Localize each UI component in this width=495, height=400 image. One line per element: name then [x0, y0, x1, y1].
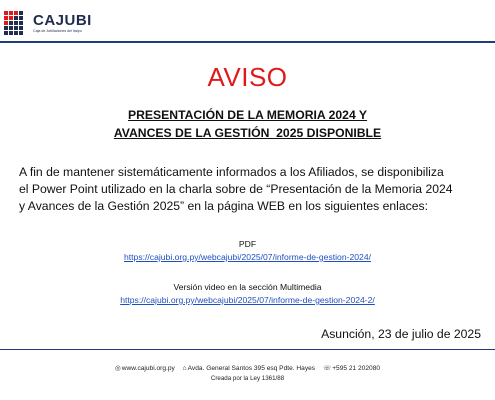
footer-address — [183, 365, 315, 372]
video-label: Versión video en la sección Multimedia — [173, 282, 322, 292]
pdf-link-row — [0, 252, 495, 262]
notice-subtitle-line2: AVANCES DE LA GESTIÓN 2025 DISPONIBLE — [113, 126, 382, 140]
body-text-line3: y Avances de la Gestión 2025” en la página WEB en los siguientes enlaces: — [19, 199, 428, 213]
cajubi-logo-icon — [4, 11, 30, 37]
website-text: www.cajubi.org.py — [121, 365, 175, 372]
header-divider — [0, 41, 495, 43]
body-text-line1: A fin de mantener sistemáticamente informados a los Afiliados, se disponibiliza — [19, 165, 444, 179]
address-text: Avda. General Santos 395 esq Pdte. Hayes — [187, 365, 316, 372]
notice-subtitle-line1: PRESENTACIÓN DE LA MEMORIA 2024 Y — [127, 108, 368, 122]
logo-subtitle: Caja de Jubilaciones del Itaipu — [33, 29, 82, 33]
pdf-label: PDF — [238, 239, 257, 249]
notice-date: Asunción, 23 de julio de 2025 — [321, 327, 481, 341]
body-text-line2: el Power Point utilizado en la charla sobre de “Presentación de la Memoria 2024 — [19, 182, 453, 196]
notice-title: AVISO — [207, 62, 288, 92]
footer-divider — [0, 349, 495, 350]
phone-icon: ☏ — [322, 365, 332, 372]
footer-website — [115, 365, 175, 372]
pdf-link[interactable]: https://cajubi.org.py/webcajubi/2025/07/informe-de-gestion-2024/ — [124, 252, 371, 262]
globe-icon: ◎ — [114, 365, 121, 372]
video-link-row — [0, 295, 495, 305]
phone-text: +595 21 202080 — [332, 365, 381, 372]
footer-contact — [0, 364, 495, 372]
footer-created-by: Creada por la Ley 1361/88 — [210, 375, 285, 382]
video-link[interactable]: https://cajubi.org.py/webcajubi/2025/07/informe-de-gestion-2024-2/ — [120, 295, 375, 305]
footer-phone — [323, 365, 380, 372]
header — [0, 0, 495, 40]
logo-text: CAJUBI — [33, 12, 92, 29]
location-pin-icon: ⌂ — [182, 365, 187, 372]
